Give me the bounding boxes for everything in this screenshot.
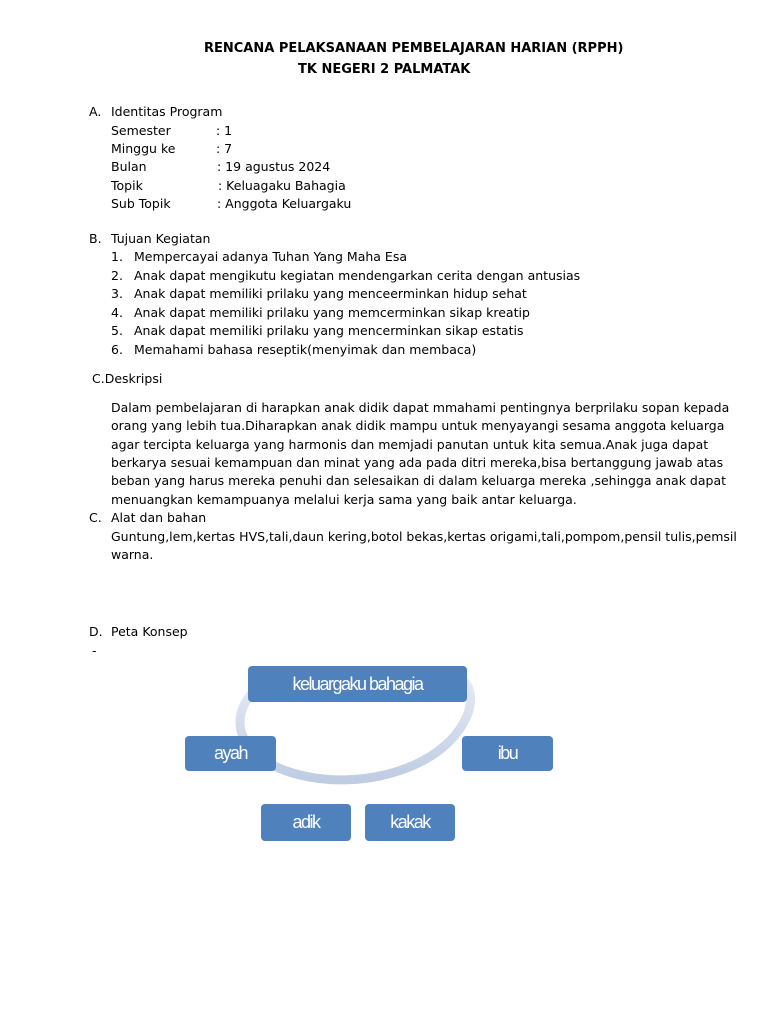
week-label: Minggu ke: [111, 141, 176, 156]
section-b-heading: Tujuan Kegiatan: [111, 231, 211, 246]
description-line: beban yang harus mereka penuhi dan selesaikan di dalam keluarga mereka ,sehingga anak dapat: [111, 473, 727, 488]
section-a-marker: A.: [89, 104, 102, 119]
tools-line: warna.: [111, 547, 154, 562]
semester-value: : 1: [216, 123, 233, 138]
week-value: : 7: [216, 141, 233, 156]
goal-number: 3.: [111, 286, 123, 301]
section-a-heading: Identitas Program: [111, 104, 223, 119]
tools-heading: Alat dan bahan: [111, 510, 207, 525]
section-d-marker: D.: [89, 624, 103, 639]
description-heading: C.Deskripsi: [92, 371, 163, 386]
goal-text: Anak dapat memiliki prilaku yang memcerminkan sikap kreatip: [134, 305, 530, 320]
goal-text: Memahami bahasa reseptik(menyimak dan membaca): [134, 342, 477, 357]
tools-marker: C.: [89, 510, 102, 525]
section-d-heading: Peta Konsep: [111, 624, 188, 639]
concept-node-ibu: ibu: [462, 736, 553, 771]
semester-label: Semester: [111, 123, 171, 138]
goal-number: 5.: [111, 323, 123, 338]
concept-node-ayah: ayah: [185, 736, 276, 771]
goal-number: 6.: [111, 342, 123, 357]
section-b-marker: B.: [89, 231, 102, 246]
subtopic-value: : Anggota Keluargaku: [217, 196, 352, 211]
goal-number: 1.: [111, 249, 123, 264]
goal-number: 2.: [111, 268, 123, 283]
goal-text: Anak dapat mengikutu kegiatan mendengarkan cerita dengan antusias: [134, 268, 581, 283]
description-line: orang yang lebih tua.Diharapkan anak didik mampu untuk menyayangi sesama anggota keluarga: [111, 418, 725, 433]
goal-text: Anak dapat memiliki prilaku yang menceerminkan hidup sehat: [134, 286, 527, 301]
description-line: menuangkan kemampuanya melalui kerja sama yang baik antar keluarga.: [111, 492, 577, 507]
month-label: Bulan: [111, 159, 147, 174]
month-value: : 19 agustus 2024: [217, 159, 331, 174]
topic-label: Topik: [111, 178, 143, 193]
topic-value: : Keluagaku Bahagia: [218, 178, 346, 193]
description-line: agar tercipta keluarga yang harmonis dan memjadi panutan untuk kita semua.Anak juga dapat: [111, 437, 709, 452]
concept-node-center: keluargaku bahagia: [248, 666, 467, 702]
description-line: Dalam pembelajaran di harapkan anak didik dapat mmahami pentingnya berprilaku sopan kepada: [111, 400, 730, 415]
dash-marker: -: [92, 643, 97, 658]
concept-node-adik: adik: [261, 804, 351, 841]
document-title: RENCANA PELAKSANAAN PEMBELAJARAN HARIAN (RPPH): [204, 41, 624, 56]
description-line: berkarya sesuai kemampuan dan minat yang ada pada ditri mereka,bisa bertanggung jawab atas: [111, 455, 724, 470]
subtopic-label: Sub Topik: [111, 196, 171, 211]
document-subtitle: TK NEGERI 2 PALMATAK: [298, 62, 471, 77]
goal-text: Mempercayai adanya Tuhan Yang Maha Esa: [134, 249, 407, 264]
goal-text: Anak dapat memiliki prilaku yang mencerminkan sikap estatis: [134, 323, 524, 338]
concept-node-kakak: kakak: [365, 804, 455, 841]
goal-number: 4.: [111, 305, 123, 320]
tools-line: Guntung,lem,kertas HVS,tali,daun kering,botol bekas,kertas origami,tali,pompom,pensil tulis,pemsil: [111, 529, 737, 544]
